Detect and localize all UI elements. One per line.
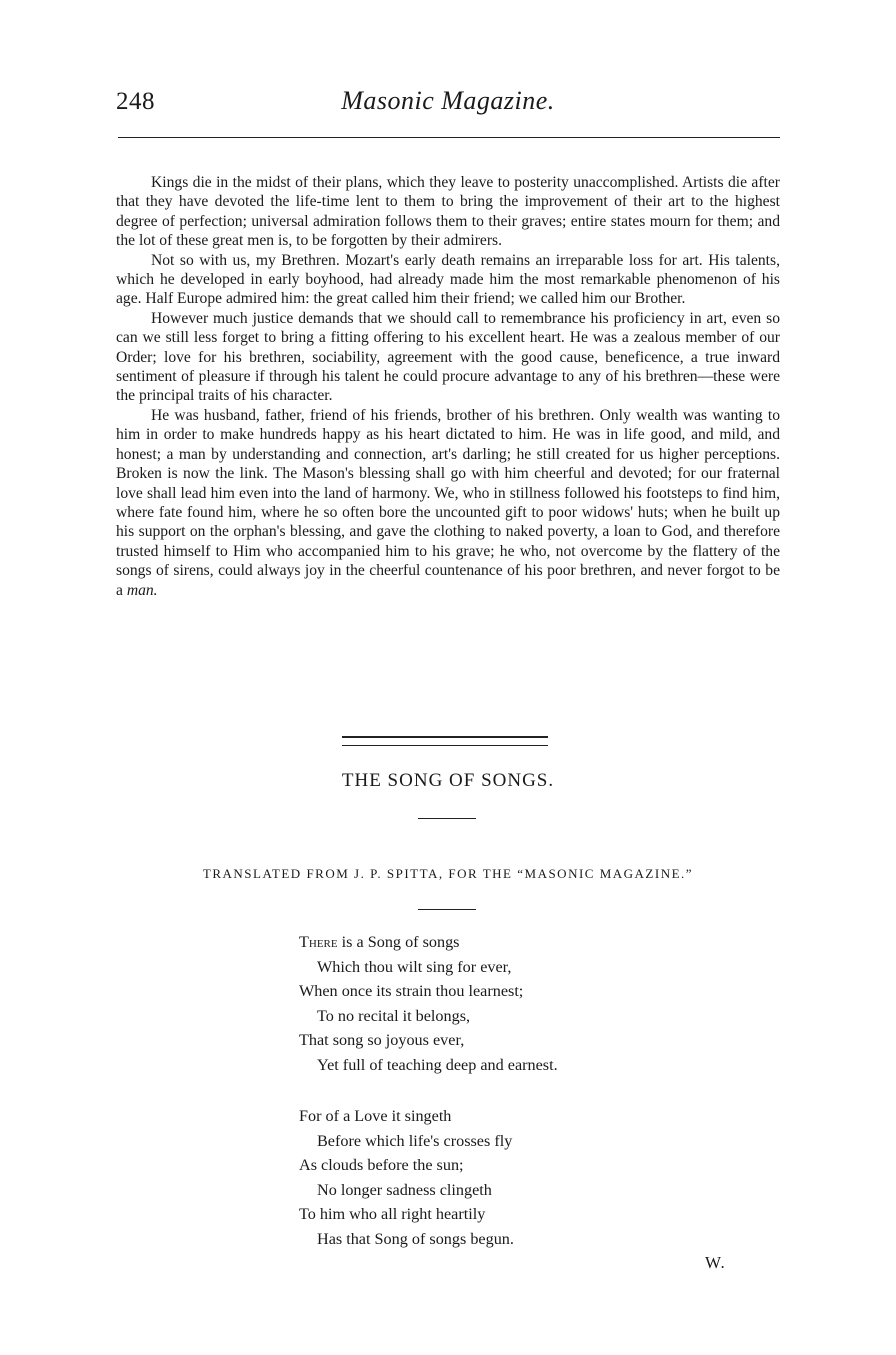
stanza-2-line-1: For of a Love it singeth xyxy=(299,1107,452,1125)
stanza-1-first-word: There xyxy=(299,933,338,951)
stanza-2-line-5: To him who all right heartily xyxy=(299,1205,486,1223)
stanza-1-line-1-rest: is a Song of songs xyxy=(337,933,460,951)
poem-subtitle: TRANSLATED FROM J. P. SPITTA, FOR THE “MASONIC MAGAZINE.” xyxy=(202,866,694,881)
stanza-1-line-5: That song so joyous ever, xyxy=(299,1031,465,1049)
running-title: Masonic Magazine. xyxy=(341,86,555,115)
paragraph-4-final-word: man. xyxy=(126,581,158,599)
stanza-1-line-6: Yet full of teaching deep and earnest. xyxy=(317,1055,558,1074)
paragraph-2: Not so with us, my Brethren. Mozart's early death remains an irreparable loss for art. His talents, which he developed in early boyhood, had already made him the most remarkable phenomenon of his age. Half Europe admired him: the great called him their friend; we called him our Brother. xyxy=(116,251,780,308)
poem-signature: W. xyxy=(705,1253,726,1272)
stanza-2-line-3: As clouds before the sun; xyxy=(299,1156,464,1174)
paragraph-4 xyxy=(116,406,780,600)
poem-title: THE SONG OF SONGS. xyxy=(341,770,555,791)
header-rule xyxy=(118,137,780,138)
paragraph-3: However much justice demands that we should call to remembrance his proficiency in art, even so can we still less forget to bring a fitting offering to his excellent heart. He was a zealous member of our Order; love for his brethren, sociability, agreement with the good cause, beneficence, a true inward sentiment of pleasure if through his talent he could procure advantage to any of his brethren—these were the principal traits of his character. xyxy=(116,309,780,405)
title-rule xyxy=(418,818,476,819)
poem-stanza-1 xyxy=(299,930,779,1077)
stanza-2-line-4: No longer sadness clingeth xyxy=(317,1180,492,1199)
page-number: 248 xyxy=(116,88,155,115)
section-separator xyxy=(342,736,548,746)
stanza-1-line-1 xyxy=(299,930,779,955)
paragraph-4-text: He was husband, father, friend of his friends, brother of his brethren. Only wealth was wanting to him in order to make hundreds happy as his heart dictated to him. He was in life good, and mild, and honest; a man by understanding and connection, art's darling; he still created for us higher perceptions. Broken is now the link. The Mason's blessing shall go with him cheerful and devoted; for our fraternal love shall lead him even into the land of harmony. We, who in stillness followed his footsteps to find him, where fate found him, where he so often bore the uncounted gift to poor widows' huts; when he built up his support on the orphan's blessing, and gave the clothing to naked poverty, a loan to God, and therefore trusted himself to Him who accompanied him to his grave; he who, not overcome by the flattery of the songs of sirens, could always joy in the cheerful countenance of his poor brethren, and never forgot to be a xyxy=(116,406,780,599)
subtitle-rule xyxy=(418,909,476,910)
article-body xyxy=(116,173,780,600)
stanza-2-line-6: Has that Song of songs begun. xyxy=(317,1229,514,1248)
stanza-2-line-2: Before which life's crosses fly xyxy=(317,1131,513,1150)
paragraph-1: Kings die in the midst of their plans, which they leave to posterity unaccomplished. Artists die after that they have devoted the life-time lent to them to bring the improvement of their art to the highest degree of perfection; universal admiration follows them to their graves; entire states mourn for them; and the lot of these great men is, to be forgotten by their admirers. xyxy=(116,174,780,250)
stanza-1-line-2: Which thou wilt sing for ever, xyxy=(317,957,512,976)
poem-stanza-2 xyxy=(299,1104,779,1251)
stanza-1-line-4: To no recital it belongs, xyxy=(317,1006,471,1025)
stanza-1-line-3: When once its strain thou learnest; xyxy=(299,982,524,1000)
